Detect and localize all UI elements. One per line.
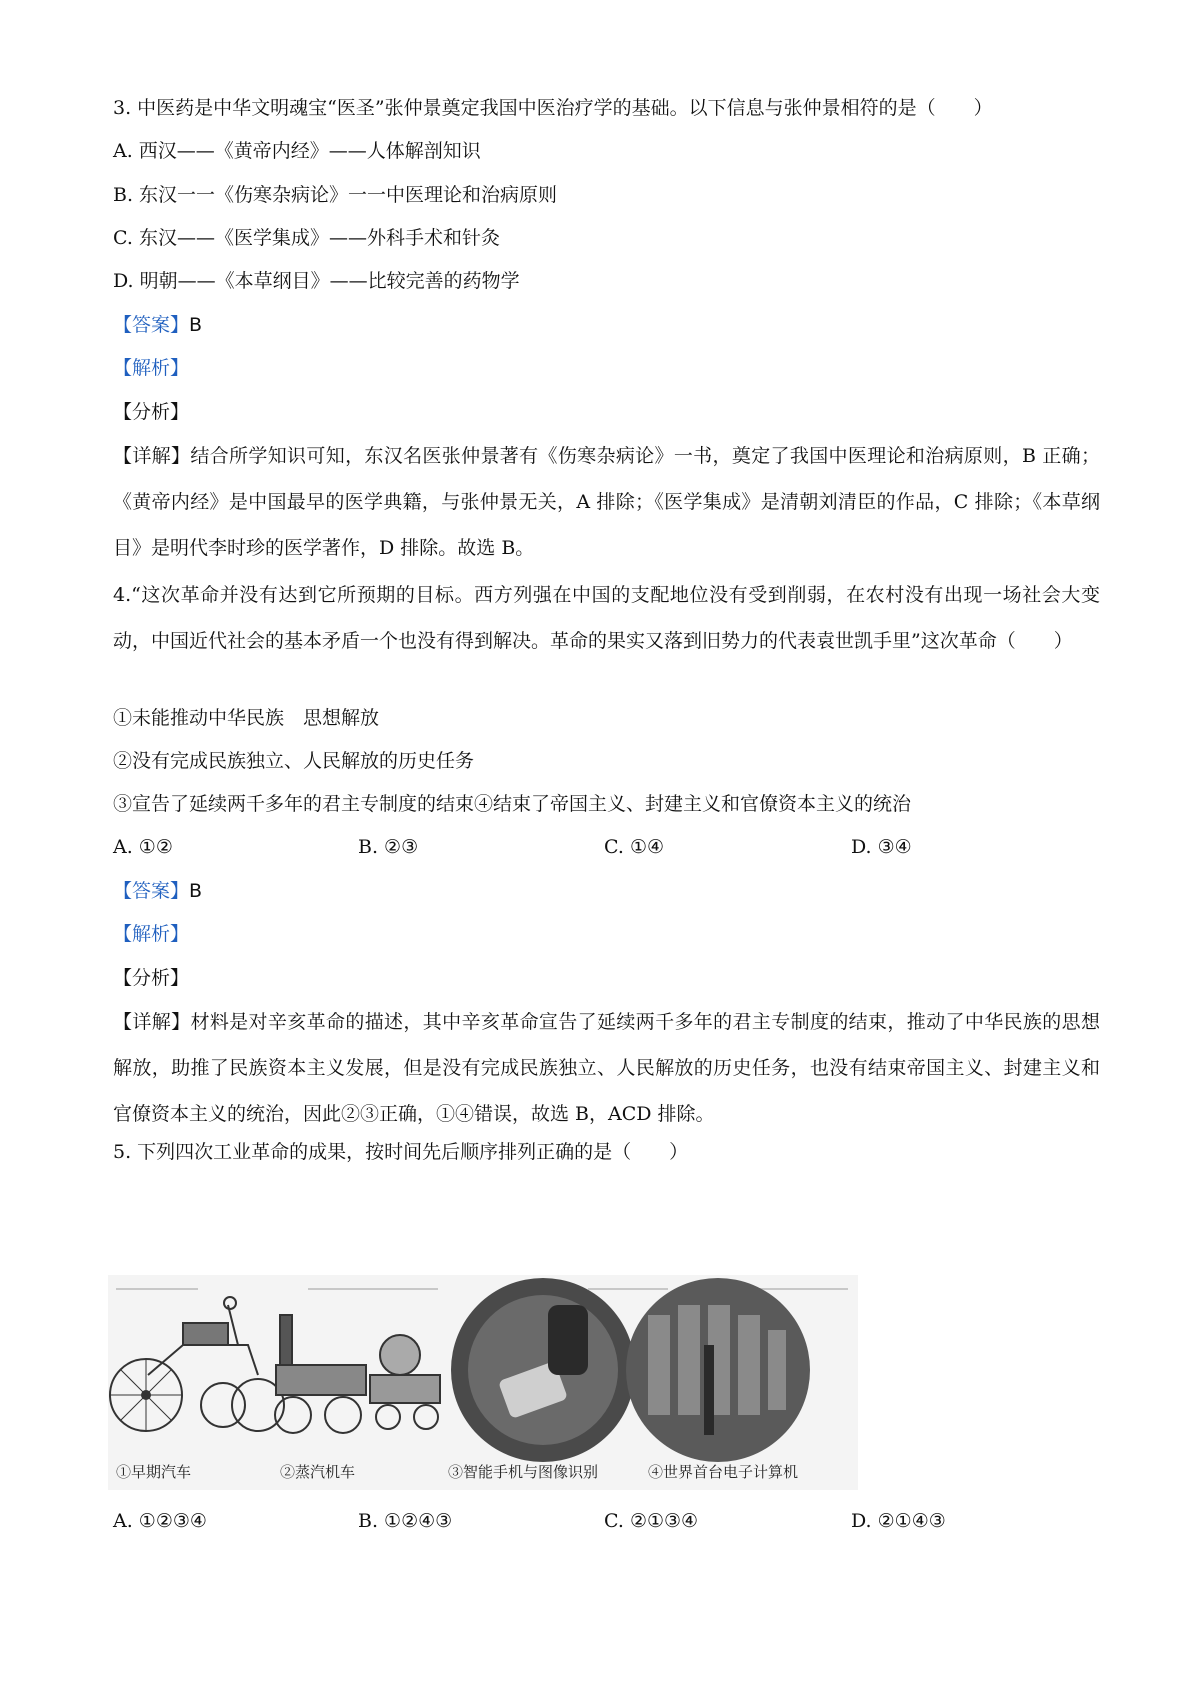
q3-answer: B [189, 314, 203, 336]
q3-option-a: A. 西汉——《黄帝内经》——人体解剖知识 [113, 140, 481, 162]
q3-stem: 3. 中医药是中华文明魂宝“医圣”张仲景奠定我国中医治疗学的基础。以下信息与张仲景相符的是（ ） [113, 97, 993, 119]
answer-tag: 【答案】 [113, 314, 190, 336]
q4-option-a: A. ①② [113, 836, 173, 858]
q4-option-b: B. ②③ [358, 836, 419, 858]
q4-detail [113, 999, 1100, 1137]
q5-caption-2: ②蒸汽机车 [280, 1463, 356, 1481]
q4-detail-text: 材料是对辛亥革命的描述，其中辛亥革命宣告了延续两千多年的君主专制度的结束，推动了中华民族的思想解放，助推了民族资本主义发展，但是没有完成民族独立、人民解放的历史任务，也没有结束帝国主义、封建主义和官僚资本主义的统治，因此②③正确，①④错误，故选 B，ACD 排除。 [113, 1011, 1100, 1125]
q4-answer-line [113, 876, 202, 906]
q4-stem: 4.“这次革命并没有达到它所预期的目标。西方列强在中国的支配地位没有受到削弱，在农村没有出现一场社会大变动，中国近代社会的基本矛盾一个也没有得到解决。革命的果实又落到旧势力的代表袁世凯手里”这次革命（ ） [113, 584, 1100, 652]
smartphone-image [451, 1278, 635, 1462]
answer-tag: 【答案】 [113, 880, 190, 902]
q5-option-b: B. ①②④③ [358, 1510, 453, 1532]
q4-option-d: D. ③④ [851, 836, 912, 858]
q3-analysis-tag: 【解析】 [113, 357, 190, 379]
q4-item-3: ③宣告了延续两千多年的君主专制度的结束④结束了帝国主义、封建主义和官僚资本主义的统治 [113, 793, 912, 815]
q5-caption-1: ①早期汽车 [116, 1463, 192, 1481]
detail-tag: 【详解】 [113, 445, 191, 467]
q5-figure-drawing [108, 1275, 858, 1490]
q5-caption-4: ④世界首台电子计算机 [648, 1463, 799, 1481]
q4-answer: B [189, 880, 203, 902]
q5-option-c: C. ②①③④ [604, 1510, 699, 1532]
q5-option-a: A. ①②③④ [113, 1510, 207, 1532]
q3-option-c: C. 东汉——《医学集成》——外科手术和针灸 [113, 227, 500, 249]
first-computer-image [626, 1278, 810, 1462]
q5-stem: 5. 下列四次工业革命的成果，按时间先后顺序排列正确的是（ ） [113, 1141, 689, 1163]
q3-option-b: B. 东汉一一《伤寒杂病论》一一中医理论和治病原则 [113, 184, 558, 206]
q3-option-d: D. 明朝——《本草纲目》——比较完善的药物学 [113, 270, 520, 292]
q4-item-1: ①未能推动中华民族 思想解放 [113, 707, 380, 729]
q3-detail-text: 结合所学知识可知，东汉名医张仲景著有《伤寒杂病论》一书，奠定了我国中医理论和治病原则，B 正确；《黄帝内经》是中国最早的医学典籍，与张仲景无关，A 排除；《医学集成》是清朝刘清臣的作品，C 排除；《本草纲目》是明代李时珍的医学著作，D 排除。故选 B。 [113, 445, 1100, 559]
q3-detail [113, 433, 1100, 571]
q3-fenxi-tag: 【分析】 [113, 401, 190, 423]
q5-figure [108, 1275, 858, 1490]
q5-option-d: D. ②①④③ [851, 1510, 946, 1532]
detail-tag: 【详解】 [113, 1011, 191, 1033]
q4-analysis-tag: 【解析】 [113, 923, 190, 945]
q4-fenxi-tag: 【分析】 [113, 967, 190, 989]
q4-item-2: ②没有完成民族独立、人民解放的历史任务 [113, 750, 475, 772]
q4-option-c: C. ①④ [604, 836, 665, 858]
q5-caption-3: ③智能手机与图像识别 [448, 1463, 599, 1481]
q3-answer-line [113, 310, 202, 340]
